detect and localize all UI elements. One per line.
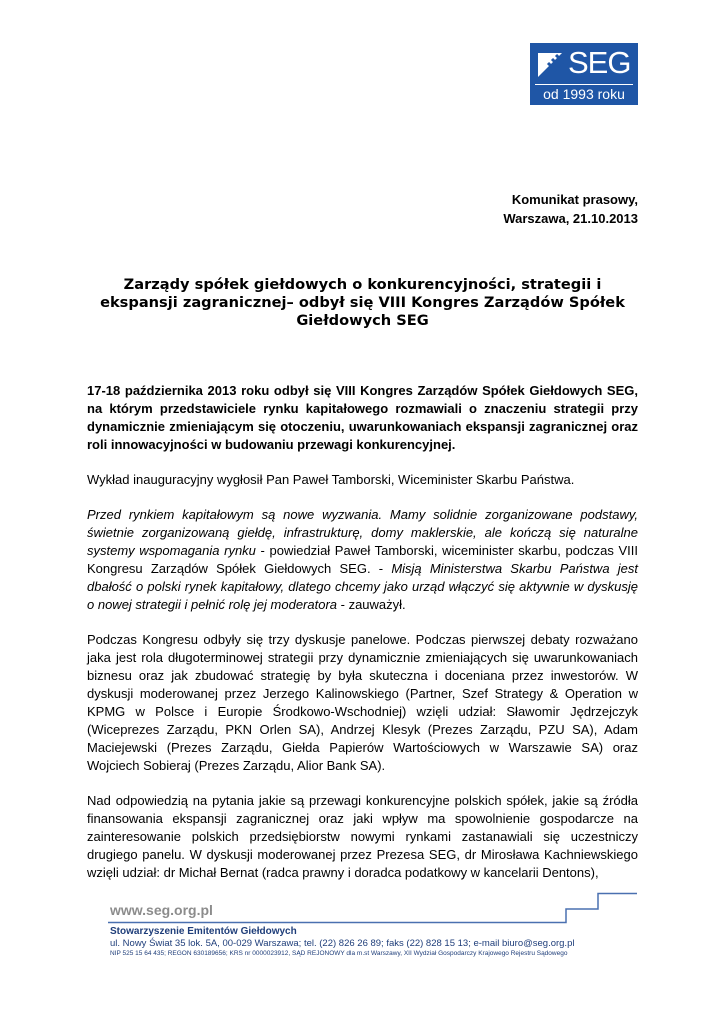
quote: Przed rynkiem kapitałowym są nowe wyzwania. Mamy solidnie zorganizowane podstawy, świetnie zorganizowaną giełdę, infrastrukturę, domy maklerskie, ale kończą się naturalne systemy wspomagania rynku [87,507,638,558]
seg-logo [530,43,638,105]
footer-url[interactable]: www.seg.org.pl [110,902,213,918]
document-body [87,382,638,899]
footer-registry: NIP 525 15 64 435; REGON 630189656; KRS nr 0000023912, SĄD REJONOWY dla m.st Warszawy, XII Wydział Gospodarczy Krajowego Rejestru Sądowego [110,950,568,957]
paragraph: Nad odpowiedzią na pytania jakie są przewagi konkurencyjne polskich spółek, jakie są źródła finansowania ekspansji zagranicznej oraz jaki wpływ ma spowolnienie gospodarcze na zainteresowanie polskich przedsiębiorstw nowymi rynkami zastanawiali się uczestniczy drugiego panelu. W dyskusji moderowanej przez Prezesa SEG, dr Mirosława Kachniewskiego wzięli udział: dr Michał Bernat (radca prawny i doradca podatkowy w kancelarii Dentons), [87,793,638,880]
footer-address: ul. Nowy Świat 35 lok. 5A, 00-029 Warszawa; tel. (22) 826 26 89; faks (22) 828 15 13; e-mail biuro@seg.org.pl [110,938,575,949]
footer-org: Stowarzyszenie Emitentów Giełdowych [110,926,297,937]
seg-arrow-icon [536,51,564,79]
place-date: Warszawa, 21.10.2013 [503,211,638,226]
paragraph: Podczas Kongresu odbyły się trzy dyskusje panelowe. Podczas pierwszej debaty rozważano jaka jest rola długoterminowej strategii przy dynamicznie zmieniających się uwarunkowaniach biznesu oraz jak zbudować strategię by była skuteczna i doceniana przez inwestorów. W dyskusji moderowanej przez Jerzego Kalinowskiego (Partner, Szef Strategy & Operation w KPMG w Polsce i Europie Środkowo-Wschodniej) wzięli udział: Sławomir Jędrzejczyk (Wiceprezes Zarządu, PKN Orlen SA), Andrzej Klesyk (Prezes Zarządu, PZU SA), Adam Maciejewski (Prezes Zarządu, Giełda Papierów Wartościowych w Warszawie SA) oraz Wojciech Sobieraj (Prezes Zarządu, Alior Bank SA). [87,632,638,773]
quote-paragraph [87,506,638,614]
quote-attribution: - zauważył. [337,597,406,612]
quote-attribution: - powiedział Paweł Tamborski, wiceminister skarbu, podczas VIII Kongresu Zarządów Spółek Giełdowych SEG. - [87,543,638,576]
press-header [503,190,638,228]
paragraph: Wykład inauguracyjny wygłosił Pan Paweł Tamborski, Wiceminister Skarbu Państwa. [87,472,575,487]
logo-divider [535,84,633,85]
logo-brand: SEG [568,45,631,80]
press-label: Komunikat prasowy, [511,192,638,207]
quote: Misją Ministerstwa Skarbu Państwa jest dbałość o polski rynek kapitałowy, dlatego chcemy jako urząd włączyć się aktywnie w dyskusję o nowej strategii i pełnić rolę jej moderatora [87,561,638,612]
document-title: Zarządy spółek giełdowych o konkurencyjności, strategii i ekspansji zagranicznej– odbył się VIII Kongres Zarządów Spółek Giełdowych SEG [100,276,625,329]
logo-since: od 1993 roku [543,86,625,102]
lead-paragraph: 17-18 października 2013 roku odbył się VIII Kongres Zarządów Spółek Giełdowych SEG, na którym przedstawiciele rynku kapitałowego rozmawiali o znaczeniu strategii przy dynamicznie zmieniającym się otoczeniu, uwarunkowaniach ekspansji zagranicznej oraz roli innowacyjności w budowaniu przewagi konkurencyjnej. [87,383,638,452]
